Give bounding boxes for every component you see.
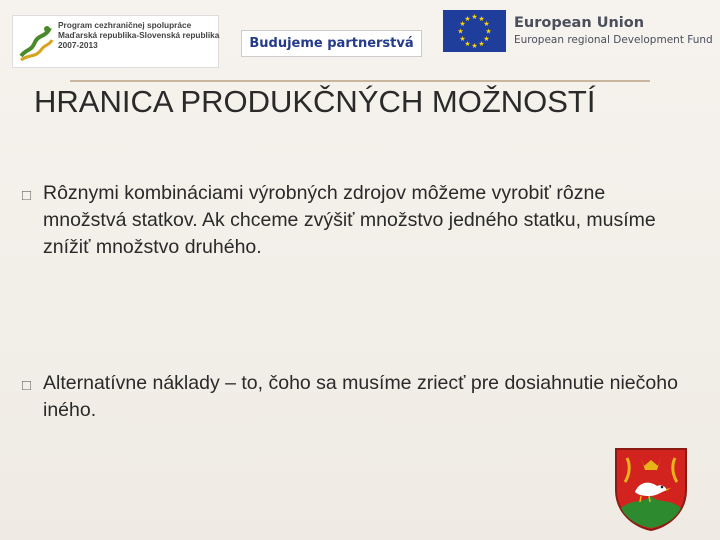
eu-title: European Union <box>514 15 645 31</box>
svg-text:★: ★ <box>483 35 490 43</box>
bullet-text-2: Alternatívne náklady – to, čoho sa musíme zriecť pre dosiahnutie niečoho iného. <box>43 372 678 421</box>
coat-of-arms-icon <box>613 446 689 532</box>
slogan-banner <box>241 30 422 57</box>
program-logo <box>12 15 219 68</box>
svg-text:★: ★ <box>464 15 471 23</box>
svg-text:★: ★ <box>459 35 466 43</box>
bullet-marker-1: □ <box>22 187 32 204</box>
program-logo-line-1: Program cezhraničnej spolupráce <box>58 20 192 30</box>
svg-text:★: ★ <box>471 13 478 21</box>
svg-text:★: ★ <box>478 15 485 23</box>
program-logo-icon <box>17 20 55 64</box>
eu-flag-icon <box>443 10 506 52</box>
slogan-text: Budujeme partnerstvá <box>249 36 414 51</box>
program-logo-line-3: 2007-2013 <box>58 40 98 51</box>
program-logo-line-2: Maďarská republika-Slovenská republika <box>58 30 220 41</box>
program-logo-text <box>58 20 219 51</box>
svg-text:★: ★ <box>457 27 464 36</box>
bullet-text-1: Rôznymi kombináciami výrobných zdrojov môžeme vyrobiť rôzne množstvá statkov. Ak chceme zvýšiť množstvo jedného statku, musíme znížiť množstvo druhého. <box>43 182 656 258</box>
svg-text:★: ★ <box>459 20 466 28</box>
eu-subtitle: European regional Development Fund <box>514 34 713 46</box>
title-divider <box>70 80 650 82</box>
svg-text:★: ★ <box>471 42 478 50</box>
svg-text:★: ★ <box>485 27 492 36</box>
svg-text:★: ★ <box>478 40 485 48</box>
bullet-marker-2: □ <box>22 377 32 394</box>
svg-text:★: ★ <box>464 40 471 48</box>
svg-text:★: ★ <box>483 20 490 28</box>
slide-title: HRANICA PRODUKČNÝCH MOŽNOSTÍ <box>34 84 596 119</box>
